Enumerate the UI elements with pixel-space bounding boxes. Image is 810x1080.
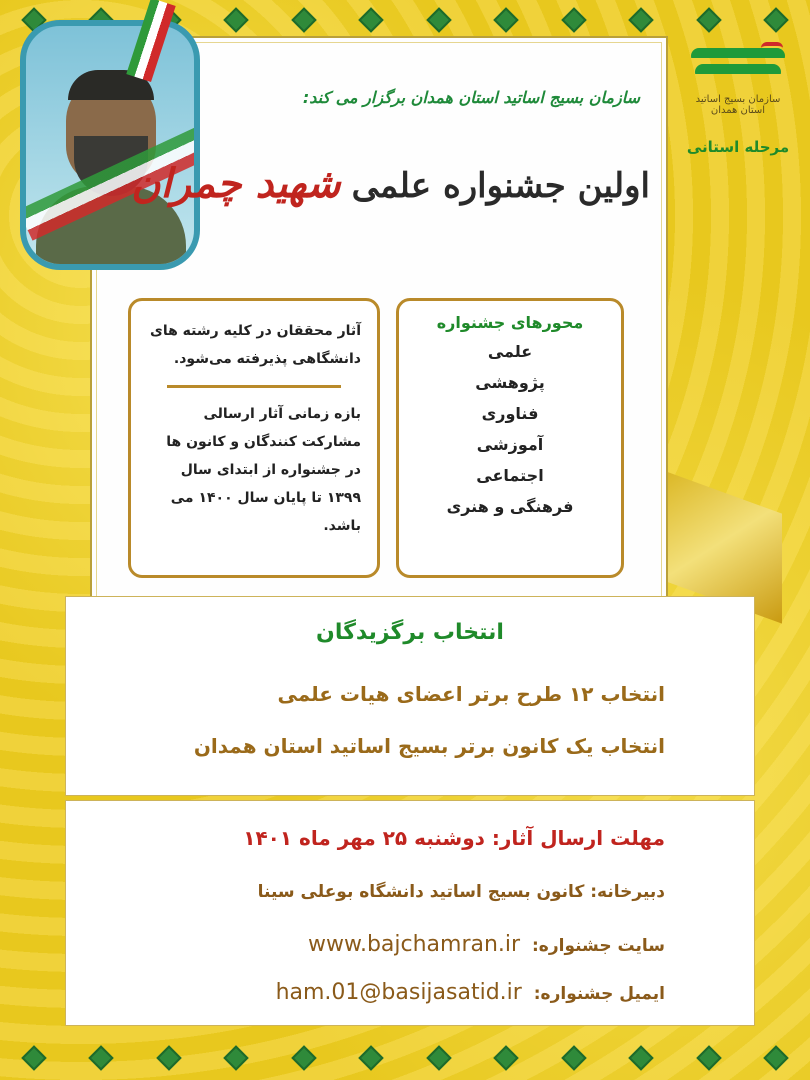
- diamond-icon: [696, 7, 721, 32]
- diamond-icon: [696, 1045, 721, 1070]
- axes-title: محورهای جشنواره: [436, 313, 584, 332]
- diamond-icon: [359, 7, 384, 32]
- diamond-icon: [494, 1045, 519, 1070]
- axis-item: فرهنگی و هنری: [446, 497, 574, 516]
- period-text: بازه زمانی آثار ارسالی مشارکت کنندگان و کانون ها در جشنواره از ابتدای سال ۱۳۹۹ تا پایان سال ۱۴۰۰ می باشد.: [166, 406, 361, 534]
- diamond-icon: [224, 7, 249, 32]
- divider: [167, 385, 341, 388]
- diamond-icon: [494, 7, 519, 32]
- email-link[interactable]: ham.01@basijasatid.ir: [275, 980, 522, 1005]
- diamond-icon: [561, 7, 586, 32]
- diamond-icon: [426, 7, 451, 32]
- organizer-line: سازمان بسیج اساتید استان همدان برگزار می کند:: [302, 88, 640, 107]
- logo-caption: سازمان بسیج اساتید استان همدان: [695, 94, 781, 116]
- organization-logo: [682, 42, 794, 156]
- diamond-icon: [561, 1045, 586, 1070]
- diamond-icon: [629, 7, 654, 32]
- title-accent: شهید چمران: [131, 160, 341, 207]
- axis-item: اجتماعی: [476, 466, 544, 485]
- axis-item: پژوهشی: [475, 373, 545, 392]
- axis-item: فناوری: [481, 404, 539, 423]
- axis-item: آموزشی: [476, 435, 544, 454]
- diamond-icon: [426, 1045, 451, 1070]
- diamond-icon: [21, 1045, 46, 1070]
- deadline-text: مهلت ارسال آثار: دوشنبه ۲۵ مهر ماه ۱۴۰۱: [243, 826, 665, 850]
- diamond-icon: [359, 1045, 384, 1070]
- axis-item: علمی: [487, 342, 533, 361]
- selection-line-2: انتخاب یک کانون برتر بسیج اساتید استان همدان: [193, 734, 665, 758]
- diamond-icon: [291, 7, 316, 32]
- website-label: سایت جشنواره:: [532, 936, 665, 956]
- website-row: [65, 932, 665, 957]
- diamond-icon: [764, 1045, 789, 1070]
- title-main: اولین جشنواره علمی: [351, 166, 650, 206]
- bottom-decoration: [0, 1044, 810, 1072]
- diamond-icon: [156, 1045, 181, 1070]
- selection-line-1: انتخاب ۱۲ طرح برتر اعضای هیات علمی: [277, 682, 665, 706]
- axes-box: [396, 298, 624, 578]
- diamond-icon: [764, 7, 789, 32]
- diamond-icon: [291, 1045, 316, 1070]
- diamond-icon: [89, 1045, 114, 1070]
- diamond-icon: [224, 1045, 249, 1070]
- acceptance-text: آثار محققان در کلیه رشته های دانشگاهی پذیرفته می‌شود.: [150, 323, 361, 367]
- secretariat-text: دبیرخانه: کانون بسیج اساتید دانشگاه بوعلی سینا: [257, 882, 665, 902]
- email-row: [65, 980, 665, 1005]
- website-link[interactable]: www.bajchamran.ir: [307, 932, 521, 957]
- festival-title: [131, 160, 650, 207]
- martyr-portrait: [20, 20, 200, 270]
- stage-label: مرحله استانی: [686, 138, 790, 156]
- selection-title: انتخاب برگزیدگان: [316, 620, 504, 645]
- email-label: ایمیل جشنواره:: [533, 984, 665, 1004]
- diamond-icon: [629, 1045, 654, 1070]
- logo-icon: [691, 42, 785, 90]
- info-box: [128, 298, 380, 578]
